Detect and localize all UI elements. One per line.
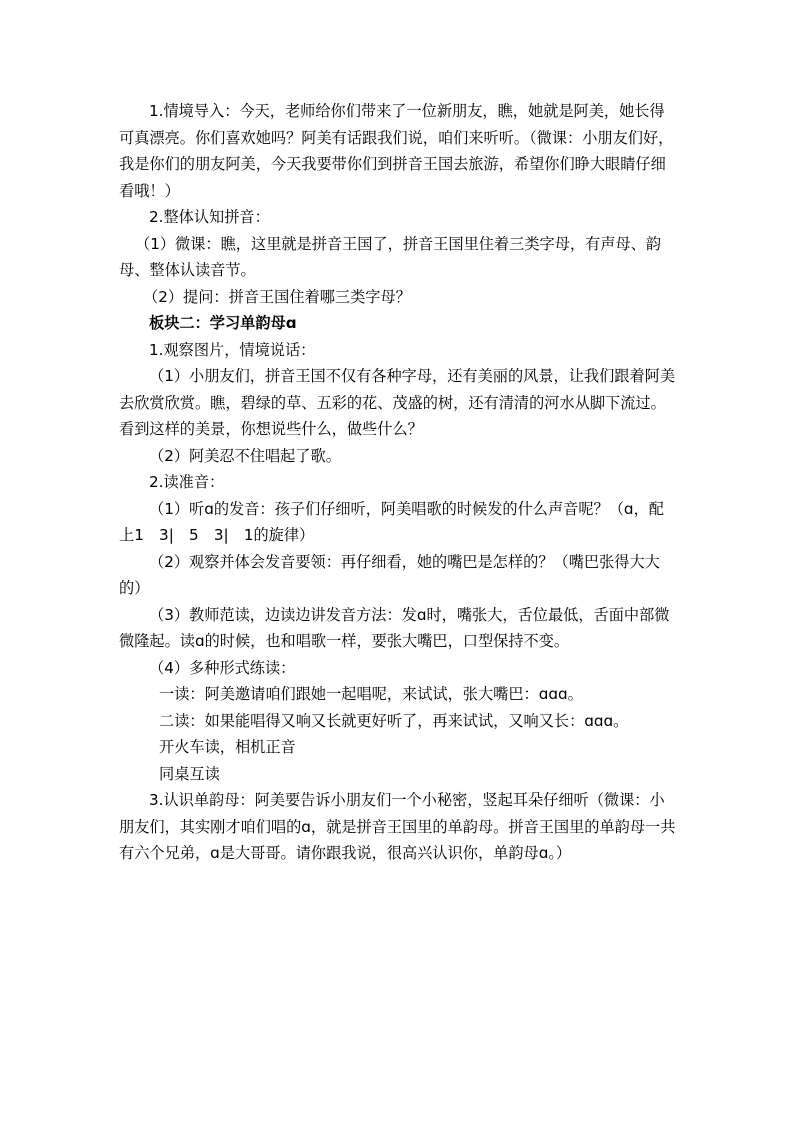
section-heading-block-two: 板块二：学习单韵母ɑ xyxy=(149,314,297,332)
paragraph-read-accurately: 2.读准音： xyxy=(149,473,225,491)
paragraph-micro-lesson: （1）微课：瞧，这里就是拼音王国了，拼音王国里住着三类字母，有声母、韵母、整体认读音节。 xyxy=(119,234,662,279)
paragraph-overall-pinyin: 2.整体认知拼音： xyxy=(149,208,270,226)
paragraph-read-one: 一读：阿美邀请咱们跟她一起唱呢，来试试，张大嘴巴：ɑɑɑ。 xyxy=(159,685,583,703)
paragraph-train-reading: 开火车读，相机正音 xyxy=(159,738,296,756)
paragraph-single-vowel: 3.认识单韵母：阿美要告诉小朋友们一个小秘密，竖起耳朵仔细听（微课：小朋友们，其实刚才咱们唱的ɑ，就是拼音王国里的单韵母。拼音王国里的单韵母一共有六个兄弟，ɑ是大哥哥。请你跟我说，很高兴认识你，单韵母ɑ。） xyxy=(119,791,676,862)
paragraph-listen-sound: （1）听ɑ的发音：孩子们仔细听，阿美唱歌的时候发的什么声音呢？（ɑ，配上1 3| 5 3| 1的旋律） xyxy=(119,499,664,544)
paragraph-sing: （2）阿美忍不住唱起了歌。 xyxy=(149,446,341,465)
paragraph-peer-reading: 同桌互读 xyxy=(159,764,220,783)
paragraph-scenery: （1）小朋友们，拼音王国不仅有各种字母，还有美丽的风景，让我们跟着阿美去欣赏欣赏。瞧，碧绿的草、五彩的花、茂盛的树，还有清清的河水从脚下流过。看到这样的美景，你想说些什么，做些什么？ xyxy=(119,367,676,438)
document-body xyxy=(119,98,679,867)
paragraph-situation-intro: 1.情境导入：今天，老师给你们带来了一位新朋友，瞧，她就是阿美，她长得可真漂亮。你们喜欢她吗？阿美有话跟我们说，咱们来听听。（微课：小朋友们好，我是你们的朋友阿美，今天我要带你们到拼音王国去旅游，希望你们睁大眼睛仔细看哦！） xyxy=(119,102,674,200)
paragraph-observe-picture: 1.观察图片，情境说话： xyxy=(149,340,316,359)
paragraph-read-two: 二读：如果能唱得又响又长就更好听了，再来试试，又响又长：ɑɑɑ。 xyxy=(159,711,629,730)
paragraph-observe-mouth: （2）观察并体会发音要领：再仔细看，她的嘴巴是怎样的？（嘴巴张得大大的） xyxy=(119,552,660,597)
paragraph-question: （2）提问：拼音王国住着哪三类字母？ xyxy=(143,287,411,306)
paragraph-practice-forms: （4）多种形式练读： xyxy=(149,658,296,677)
paragraph-teacher-demo: （3）教师范读，边读边讲发音方法：发ɑ时，嘴张大，舌位最低，舌面中部微微隆起。读ɑ的时候，也和唱歌一样，要张大嘴巴，口型保持不变。 xyxy=(119,605,670,650)
